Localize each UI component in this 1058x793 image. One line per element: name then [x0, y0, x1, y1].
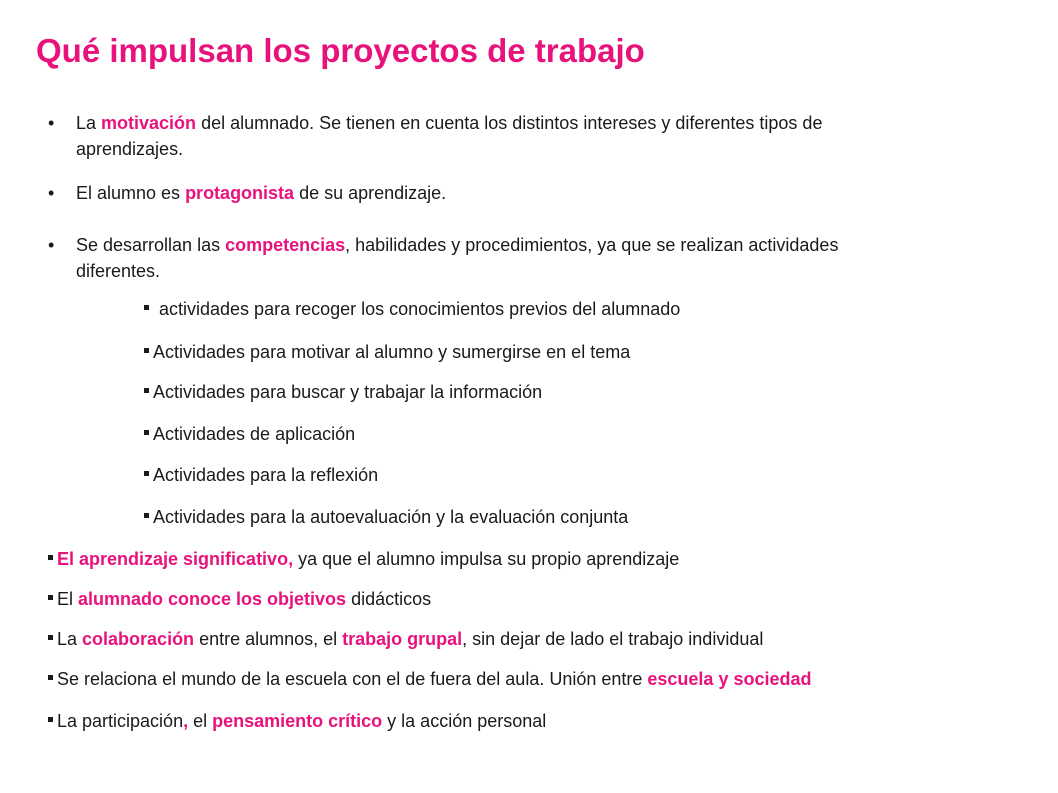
square-bullet-icon: [48, 675, 53, 680]
activity-item: Actividades para motivar al alumno y sumergirse en el tema: [144, 339, 630, 365]
bullet-competencias: • Se desarrollan las competencias, habilidades y procedimientos, ya que se realizan actividades diferentes.: [76, 232, 976, 284]
point-escuela-sociedad: Se relaciona el mundo de la escuela con el de fuera del aula. Unión entre escuela y sociedad: [48, 666, 811, 692]
activity-item: Actividades para la autoevaluación y la evaluación conjunta: [144, 504, 628, 530]
square-bullet-icon: [144, 471, 149, 476]
square-bullet-icon: [144, 513, 149, 518]
bullet-dot: •: [48, 113, 55, 133]
highlight-protagonista: protagonista: [185, 183, 295, 203]
bullet-dot: •: [48, 183, 55, 203]
square-bullet-icon: [144, 388, 149, 393]
activity-item: Actividades de aplicación: [144, 421, 355, 447]
square-bullet-icon: [48, 595, 53, 600]
bullet-protagonista: • El alumno es protagonista de su aprendizaje.: [76, 180, 976, 206]
square-bullet-icon: [48, 635, 53, 640]
activity-item: Actividades para buscar y trabajar la información: [144, 379, 542, 405]
square-bullet-icon: [144, 348, 149, 353]
bullet-dot: •: [48, 235, 55, 255]
slide-title: Qué impulsan los proyectos de trabajo: [36, 32, 645, 69]
activity-item: Actividades para la reflexión: [144, 462, 378, 488]
square-bullet-icon: [48, 555, 53, 560]
point-pensamiento-critico: La participación, el pensamiento crítico y la acción personal: [48, 708, 546, 734]
highlight-motivacion: motivación: [101, 113, 197, 133]
activity-item: actividades para recoger los conocimientos previos del alumnado: [144, 296, 680, 322]
square-bullet-icon: [144, 430, 149, 435]
bullet-motivacion: • La motivación del alumnado. Se tienen en cuenta los distintos intereses y diferentes tipos de aprendizajes.: [76, 110, 976, 162]
square-bullet-icon: [48, 717, 53, 722]
square-bullet-icon: [144, 305, 149, 310]
point-colaboracion: La colaboración entre alumnos, el trabajo grupal, sin dejar de lado el trabajo individual: [48, 626, 763, 652]
point-aprendizaje-significativo: El aprendizaje significativo, ya que el alumno impulsa su propio aprendizaje: [48, 546, 679, 572]
point-objetivos: El alumnado conoce los objetivos didácticos: [48, 586, 431, 612]
highlight-competencias: competencias: [225, 235, 346, 255]
